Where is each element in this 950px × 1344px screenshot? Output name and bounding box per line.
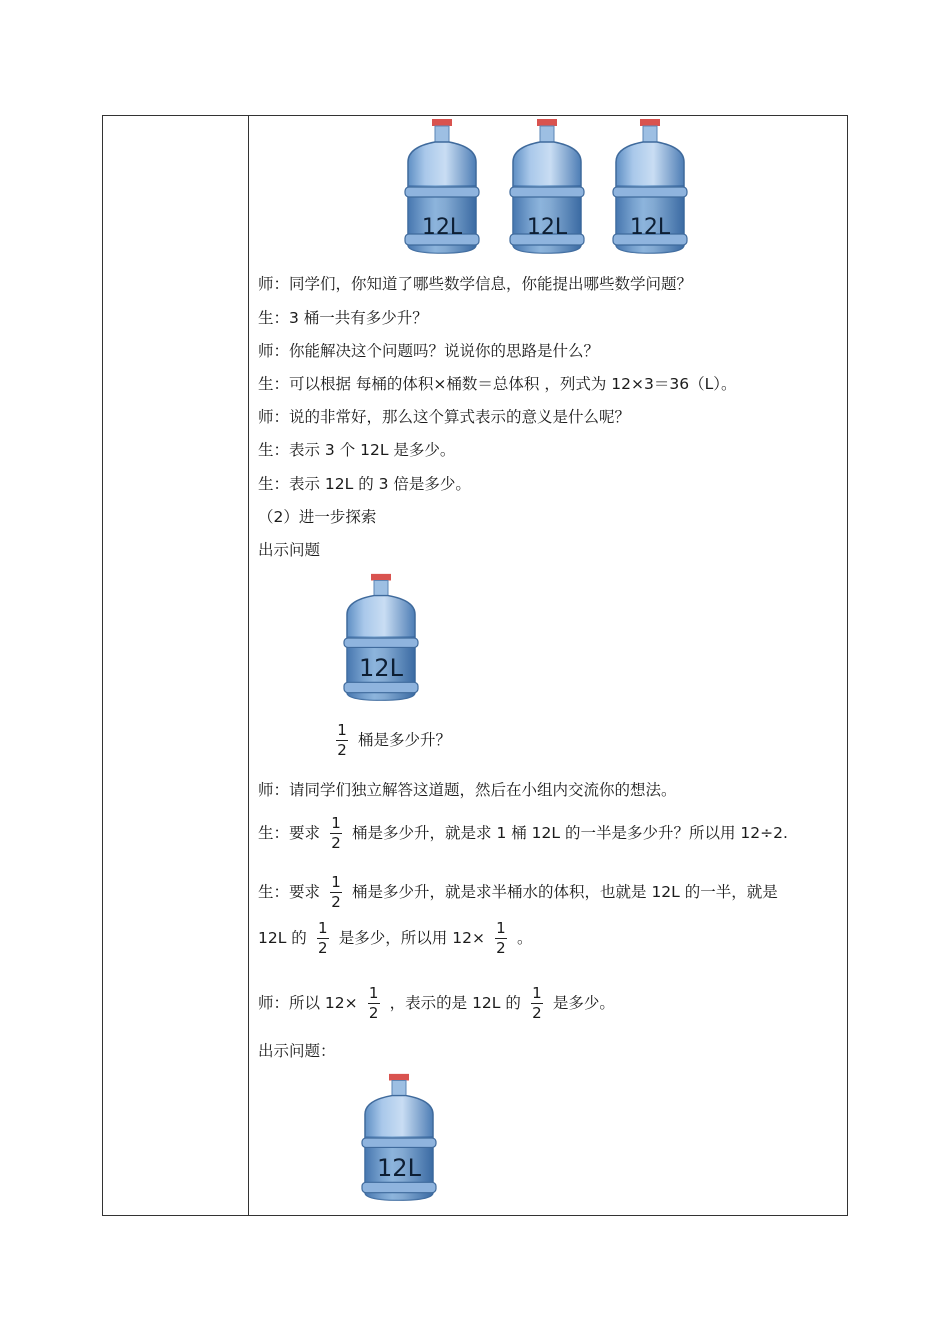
dialogue-line: 师：请同学们独立解答这道题，然后在小组内交流你的想法。 [258,781,677,799]
column-divider [248,115,249,1216]
water-bottle-image [507,117,587,257]
bottle-capacity-label: 12L [421,215,463,240]
dialogue-line: 生：表示 3 个 12L 是多少。 [258,441,456,459]
fraction: $\frac{1}{2}$ [496,919,506,957]
bottle-capacity-label: 12L [377,1154,421,1182]
dialogue-line: 师：同学们，你知道了哪些数学信息，你能提出哪些数学问题？ [258,275,693,293]
bottle-capacity-label: 12L [359,654,403,682]
question-line: $\frac{1}{2}$ 桶是多少升？ [337,721,452,759]
dialogue-line: 生：要求 $\frac{1}{2}$ 桶是多少升，就是求 1 桶 12L 的一半是多少升？所以用 12÷2. [258,814,788,852]
dialogue-line: 出示问题 [258,541,321,559]
dialogue-line: 师：你能解决这个问题吗？说说你的思路是什么？ [258,342,600,360]
section-heading: （2）进一步探索 [258,508,377,526]
water-bottle-image [359,1072,439,1204]
water-bottle-image [341,572,421,704]
dialogue-line: 生：可以根据 每桶的体积×桶数＝总体积 ，列式为 12×3＝36（L）。 [258,375,737,393]
dialogue-line: 出示问题： [258,1042,336,1060]
bottle-capacity-label: 12L [629,215,671,240]
bottle-capacity-label: 12L [526,215,568,240]
water-bottle-image [610,117,690,257]
fraction: $\frac{1}{2}$ [368,984,379,1022]
fraction: $\frac{1}{2}$ [337,721,347,759]
dialogue-line: 生：表示 12L 的 3 倍是多少。 [258,475,471,493]
water-bottle-image [402,117,482,257]
dialogue-line: 生：3 桶一共有多少升？ [258,309,428,327]
dialogue-line: 12L 的 $\frac{1}{2}$ 是多少，所以用 12× $\frac{1}{2}$ 。 [258,919,533,957]
dialogue-line: 师：说的非常好，那么这个算式表示的意义是什么呢？ [258,408,631,426]
fraction: $\frac{1}{2}$ [318,919,328,957]
dialogue-line: 生：要求 $\frac{1}{2}$ 桶是多少升，就是求半桶水的体积，也就是 12L 的一半，就是 [258,873,778,911]
fraction: $\frac{1}{2}$ [532,984,542,1022]
fraction: $\frac{1}{2}$ [331,814,341,852]
fraction: $\frac{1}{2}$ [331,873,341,911]
dialogue-line: 师：所以 12× $\frac{1}{2}$ ，表示的是 12L 的 $\frac{1}{2}$ 是多少。 [258,984,615,1022]
